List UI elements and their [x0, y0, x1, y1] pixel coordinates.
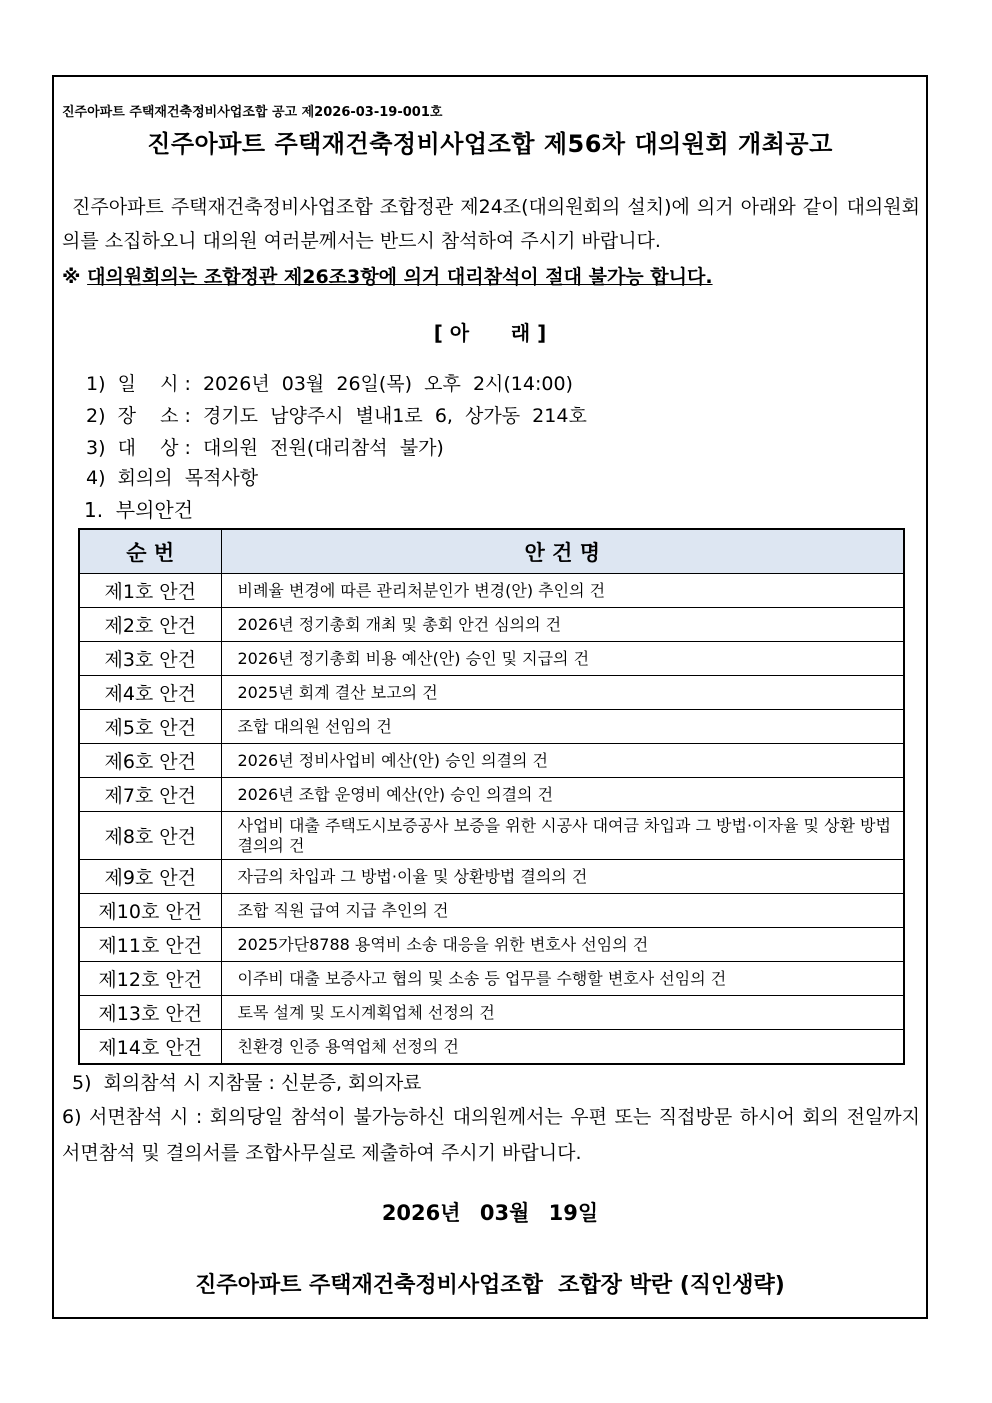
table-row: [79, 778, 904, 812]
agenda-name: 2026년 정기총회 비용 예산(안) 승인 및 지급의 건: [221, 642, 904, 676]
signer-line: 진주아파트 주택재건축정비사업조합 조합장 박란 (직인생략): [195, 1273, 785, 1298]
agenda-name: 2026년 정비사업비 예산(안) 승인 의결의 건: [221, 744, 904, 778]
agenda-number: 제6호 안건: [79, 744, 221, 778]
warning-mark: ※: [62, 266, 81, 288]
header-name: 안 건 명: [221, 529, 904, 574]
header-number: 순 번: [79, 529, 221, 574]
agenda-name: 2025년 회계 결산 보고의 건: [221, 676, 904, 710]
agenda-name: 조합 직원 급여 지급 추인의 건: [221, 894, 904, 928]
warning-line: [62, 262, 713, 289]
agenda-header-row: [79, 529, 904, 574]
table-row: [79, 894, 904, 928]
notice-number: 진주아파트 주택재건축정비사업조합 공고 제2026-03-19-001호: [62, 105, 443, 120]
warning-text: 대의원회의는 조합정관 제26조3항에 의거 대리참석이 절대 불가능 합니다.: [87, 266, 713, 288]
intro-text: 진주아파트 주택재건축정비사업조합 조합정관 제24조(대의원회의 설치)에 의거 아래와 같이 대의원회의를 소집하오니 대의원 여러분께서는 반드시 참석하여 주시기 바랍니다.: [62, 196, 920, 252]
agenda-number: 제8호 안건: [79, 812, 221, 860]
agenda-name: 2026년 조합 운영비 예산(안) 승인 의결의 건: [221, 778, 904, 812]
agenda-table: [78, 528, 905, 1065]
agenda-name: 조합 대의원 선임의 건: [221, 710, 904, 744]
notice-date: 2026년 03월 19일: [381, 1201, 599, 1225]
agenda-number: 제7호 안건: [79, 778, 221, 812]
table-row: [79, 928, 904, 962]
table-row: [79, 812, 904, 860]
agenda-name: 토목 설계 및 도시계획업체 선정의 건: [221, 996, 904, 1030]
agenda-number: 제10호 안건: [79, 894, 221, 928]
agenda-name: 2025가단8788 용역비 소송 대응을 위한 변호사 선임의 건: [221, 928, 904, 962]
below-heading: [ 아 래 ]: [433, 321, 547, 345]
table-row: [79, 608, 904, 642]
agenda-name: 자금의 차입과 그 방법·이율 및 상환방법 결의의 건: [221, 860, 904, 894]
agenda-name: 2026년 정기총회 개최 및 총회 안건 심의의 건: [221, 608, 904, 642]
table-row: [79, 574, 904, 608]
detail-datetime: 1) 일 시 : 2026년 03월 26일(목) 오후 2시(14:00): [86, 373, 573, 395]
agenda-number: 제14호 안건: [79, 1030, 221, 1065]
agenda-name: 사업비 대출 주택도시보증공사 보증을 위한 시공사 대여금 차입과 그 방법·이자율 및 상환 방법 결의의 건: [221, 812, 904, 860]
agenda-number: 제1호 안건: [79, 574, 221, 608]
written-attendance: 6) 서면참석 시 : 회의당일 참석이 불가능하신 대의원께서는 우편 또는 직접방문 하시어 회의 전일까지 서면참석 및 결의서를 조합사무실로 제출하여 주시기 바랍니다.: [62, 1106, 920, 1164]
table-row: [79, 1030, 904, 1065]
agenda-name: 친환경 인증 용역업체 선정의 건: [221, 1030, 904, 1065]
agenda-number: 제4호 안건: [79, 676, 221, 710]
agenda-number: 제3호 안건: [79, 642, 221, 676]
agenda-number: 제11호 안건: [79, 928, 221, 962]
table-row: [79, 860, 904, 894]
table-row: [79, 642, 904, 676]
agenda-number: 제12호 안건: [79, 962, 221, 996]
table-row: [79, 710, 904, 744]
table-row: [79, 676, 904, 710]
agenda-number: 제2호 안건: [79, 608, 221, 642]
table-row: [79, 996, 904, 1030]
agenda-number: 제5호 안건: [79, 710, 221, 744]
agenda-heading: 1. 부의안건: [84, 498, 194, 522]
agenda-name: 비례율 변경에 따른 관리처분인가 변경(안) 추인의 건: [221, 574, 904, 608]
detail-target: 3) 대 상 : 대의원 전원(대리참석 불가): [86, 437, 444, 459]
agenda-name: 이주비 대출 보증사고 협의 및 소송 등 업무를 수행할 변호사 선임의 건: [221, 962, 904, 996]
detail-location: 2) 장 소 : 경기도 남양주시 별내1로 6, 상가동 214호: [86, 405, 587, 427]
agenda-number: 제9호 안건: [79, 860, 221, 894]
agenda-number: 제13호 안건: [79, 996, 221, 1030]
table-row: [79, 744, 904, 778]
page-title: 진주아파트 주택재건축정비사업조합 제56차 대의원회 개최공고: [147, 130, 833, 158]
intro-paragraph: [62, 190, 920, 258]
detail-purpose: 4) 회의의 목적사항: [86, 467, 259, 489]
attendance-items: 5) 회의참석 시 지참물 : 신분증, 회의자료: [72, 1072, 422, 1094]
table-row: [79, 962, 904, 996]
